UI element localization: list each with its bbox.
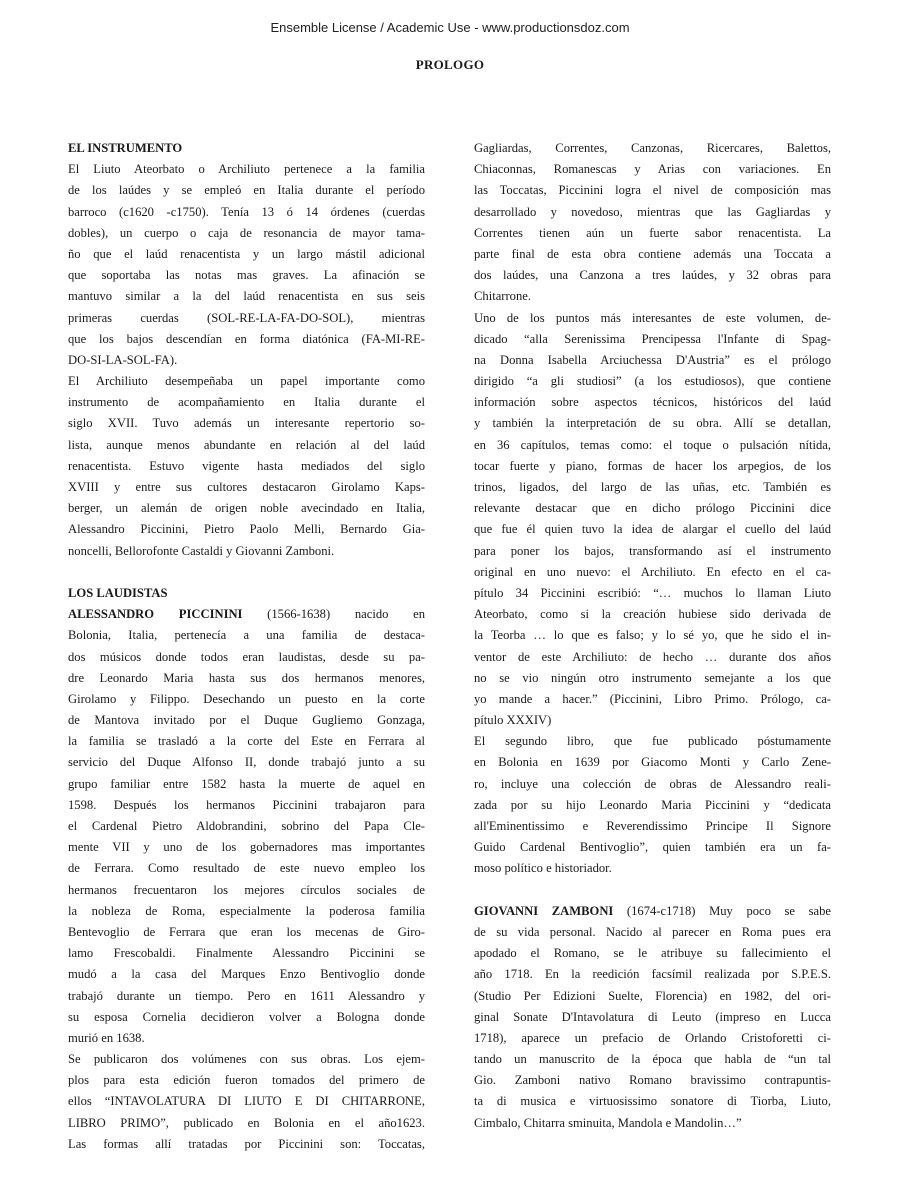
text-line: DO-SI-LA-SOL-FA).	[68, 352, 178, 367]
text-line: que soportaba las notas mas graves. La afinación se	[68, 268, 425, 283]
text-line: lamo Frescobaldi. Finalmente Alessandro Piccinini se	[68, 946, 425, 961]
paragraph-segundo-libro	[474, 731, 831, 879]
paragraph-piccinini	[68, 625, 425, 1049]
text-line: LIBRO PRIMO”, publicado en Bolonia en el año1623.	[68, 1115, 425, 1130]
text-line: Las formas allí tratadas por Piccinini son: Toccatas,	[68, 1136, 425, 1151]
text-line: dicado “alla Serenissima Prencipessa l'Infante di Spag-	[474, 331, 831, 346]
text-line: na Donna Isabella Arciuchessa D'Austria” es el prólogo	[474, 352, 831, 367]
text-line: murió en 1638.	[68, 1030, 145, 1045]
text-line: Gagliardas, Correntes, Canzonas, Ricercares, Balettos,	[474, 141, 831, 155]
text-line: noncelli, Bellorofonte Castaldi y Giovanni Zamboni.	[68, 543, 335, 558]
text-line: en 36 capítulos, temas como: el toque o pulsación nítida,	[474, 437, 831, 452]
text-line: Bentevoglio de Ferrara que eran los mecenas de Giro-	[68, 924, 425, 939]
paragraph-prologo	[474, 308, 831, 732]
text-line: Girolamo y Filippo. Desechando un puesto en la corte	[68, 691, 425, 706]
text-line: pítulo XXXIV)	[474, 713, 552, 728]
text-line: el Cardenal Pietro Aldobrandini, sobrino del Papa Cle-	[68, 819, 425, 833]
piccinini-dates: (1566-1638) nacido en	[242, 607, 426, 622]
piccinini-name: ALESSANDRO PICCININI	[68, 607, 243, 622]
text-line: las Toccatas, Piccinini logra el nivel de composición mas	[474, 183, 831, 198]
text-line: de los laúdes y se empleó en Italia durante el período	[68, 183, 425, 198]
text-line: El Liuto Ateorbato o Archiliuto pertenece a la familia	[68, 162, 425, 177]
text-line: XVIII y entre sus cultores destacaron Girolamo Kaps-	[68, 480, 425, 494]
text-line: Guido Cardenal Bentivoglio”, quien también era un fa-	[474, 840, 831, 855]
text-line: información sobre aspectos técnicos, históricos del laúd	[474, 395, 831, 410]
paragraph-formas	[474, 138, 831, 308]
text-line: Alessandro Piccinini, Pietro Paolo Melli, Bernardo Gia-	[68, 522, 425, 537]
paragraph-zamboni	[474, 922, 831, 1134]
text-line: all'Eminentissimo e Reverendissimo Principe Il Signore	[474, 819, 831, 833]
text-line: en Bolonia en 1639 por Giacomo Monti y Carlo Zene-	[474, 755, 831, 770]
text-line: ro, incluye una colección de obras de Alessandro reali-	[474, 776, 831, 791]
section-heading-instrumento: EL INSTRUMENTO	[68, 141, 183, 155]
right-column	[474, 138, 831, 1134]
text-line: ño que el laúd renacentista y un largo mástil adicional	[68, 246, 425, 261]
text-line: barroco (c1620 -c1750). Tenía 13 ó 14 órdenes (cuerdas	[68, 204, 425, 219]
text-line: El Archiliuto desempeñaba un papel importante como	[68, 374, 425, 389]
text-line: Ateorbato, como si la creación hubiese sido derivada de	[474, 607, 831, 622]
text-line: Uno de los puntos más interesantes de este volumen, de-	[474, 310, 831, 325]
text-line: 1718), aparece un prefacio de Orlando Cristoforetti ci-	[474, 1030, 831, 1045]
text-line: para poner los bajos, transformando así el instrumento	[474, 543, 831, 558]
text-line: hermanos frecuentaron los mejores círculos sociales de	[68, 882, 425, 897]
text-line: grupo familiar entre 1582 hasta la muerte de aquel en	[68, 776, 425, 791]
section-heading-laudistas: LOS LAUDISTAS	[68, 585, 168, 600]
paragraph-instrumento-1	[68, 159, 425, 371]
text-line: zada por su hijo Leonardo Maria Piccinini y “dedicata	[474, 797, 831, 812]
text-line: El segundo libro, que fue publicado póstumamente	[474, 734, 831, 749]
zamboni-name: GIOVANNI ZAMBONI	[474, 903, 614, 918]
text-line: mente VII y uno de los gobernadores mas importantes	[68, 840, 425, 855]
text-line: ta di musica e virtuosissimo sonatore di Tiorba, Liuto,	[474, 1094, 831, 1109]
text-line: (Studio Per Edizioni Suelte, Florencia) en 1982, del ori-	[474, 988, 831, 1003]
text-line: mantuvo similar a la del laúd renacentista en sus seis	[68, 289, 425, 304]
text-line: plos para esta edición fueron tomados del primero de	[68, 1073, 425, 1088]
paragraph-instrumento-2	[68, 371, 425, 562]
text-line: tando un manuscrito de la época que habla de “un tal	[474, 1052, 831, 1067]
text-line: año 1718. En la reedición facsímil realizada por S.P.E.S.	[474, 967, 831, 982]
text-line: Bolonia, Italia, pertenecía a una familia de destaca-	[68, 628, 425, 643]
paragraph-volumenes	[68, 1049, 425, 1155]
text-line: que los bajos descendían en forma diatónica (FA-MI-RE-	[68, 331, 425, 346]
text-line: dos músicos donde todos eran laudistas, desde su pa-	[68, 649, 425, 664]
license-notice: Ensemble License / Academic Use - www.productionsdoz.com	[270, 20, 630, 35]
text-line: que fue él quien tuvo la idea de alargar el cuello del laúd	[474, 522, 831, 537]
zamboni-dates: (1674-c1718) Muy poco se sabe	[613, 903, 831, 918]
text-line: pítulo 34 Piccinini escribió: “… muchos lo llaman Liuto	[474, 585, 831, 600]
text-line: 1598. Después los hermanos Piccinini trabajaron para	[68, 797, 425, 812]
text-line: Correntes tienen aún un fuerte sabor renacentista. La	[474, 225, 831, 240]
text-line: trinos, ligados, del largo de las uñas, etc. También es	[474, 480, 831, 494]
text-line: mudó a la casa del Marques Enzo Bentivoglio donde	[68, 967, 425, 982]
text-line: tocar fuerte y piano, formas de hacer los arpegios, de los	[474, 458, 831, 473]
text-line: dos laúdes, una Canzona a tres laúdes, y 32 obras para	[474, 268, 831, 283]
text-line: desarrollado y novedoso, mientras que las Gagliardas y	[474, 204, 831, 219]
text-line: apodado el Romano, se le atribuye su fallecimiento el	[474, 946, 831, 961]
text-line: original en uno nuevo: el Archiliuto. En efecto en el ca-	[474, 564, 831, 579]
text-line: de Ferrara. Como resultado de este nuevo empleo los	[68, 861, 425, 876]
text-line: siglo XVII. Tuvo además un interesante repertorio so-	[68, 416, 425, 431]
text-line: la nobleza de Roma, especialmente la poderosa familia	[68, 903, 425, 918]
text-line: y también la interpretación de su obra. Allí se detallan,	[474, 416, 831, 431]
text-line: berger, un alemán de origen noble avecindado en Italia,	[68, 501, 425, 516]
text-line: la Teorba … lo que es falso; y lo sé yo, que he sido el in-	[474, 628, 831, 643]
text-line: no se vio ningún otro instrumento semejante a los que	[474, 670, 831, 685]
text-line: ventor de este Archiliuto: de hecho … durante dos años	[474, 649, 831, 664]
text-line: servicio del Duque Alfonso II, donde trabajó junto a su	[68, 755, 425, 770]
text-line: lista, aunque menos abundante en relación al del laúd	[68, 437, 425, 452]
text-line: su esposa Cornelia decidieron volver a Bologna donde	[68, 1009, 425, 1024]
text-line: ellos “INTAVOLATURA DI LIUTO E DI CHITARRONE,	[68, 1094, 425, 1109]
page-title: PROLOGO	[415, 57, 485, 72]
left-column	[68, 138, 425, 1155]
text-line: Se publicaron dos volúmenes con sus obras. Los ejem-	[68, 1052, 425, 1067]
text-line: de Mantova invitado por el Duque Gugliemo Gonzaga,	[68, 713, 425, 728]
text-line: trabajó durante un tiempo. Pero en 1611 Alessandro y	[68, 988, 425, 1003]
text-line: Cimbalo, Chitarra sminuita, Mandola e Mandolin…”	[474, 1115, 742, 1130]
text-line: la familia se trasladó a la corte del Este en Ferrara al	[68, 734, 425, 749]
text-line: de su vida personal. Nacido al parecer en Roma pues era	[474, 924, 831, 939]
text-line: Gio. Zamboni nativo Romano bravissimo contrapuntis-	[474, 1073, 831, 1088]
text-line: primeras cuerdas (SOL-RE-LA-FA-DO-SOL), mientras	[68, 310, 425, 325]
text-line: yo mande a hacer.” (Piccinini, Libro Primo. Prólogo, ca-	[474, 691, 831, 706]
text-line: dre Leonardo Maria hasta sus dos hermanos menores,	[68, 670, 425, 685]
text-line: ginal Sonate D'Intavolatura di Leuto (impreso en Lucca	[474, 1009, 831, 1024]
text-line: dobles), un cuerpo o caja de resonancia de mayor tama-	[68, 225, 425, 240]
piccinini-first-line	[68, 604, 425, 625]
text-line: dirigido “a gli studiosi” (a los estudiosos), que contiene	[474, 374, 831, 389]
text-line: Chiaconnas, Romanescas y Arias con variaciones. En	[474, 162, 831, 177]
text-line: parte final de esta obra contiene además una Toccata a	[474, 246, 831, 261]
text-line: relevante destacar que en dicho prólogo Piccinini dice	[474, 501, 831, 516]
text-line: renacentista. Estuvo vigente hasta mediados del siglo	[68, 458, 425, 473]
zamboni-first-line	[474, 901, 831, 922]
text-line: instrumento de acompañamiento en Italia durante el	[68, 395, 425, 410]
text-line: moso político e historiador.	[474, 861, 612, 876]
text-line: Chitarrone.	[474, 289, 532, 304]
